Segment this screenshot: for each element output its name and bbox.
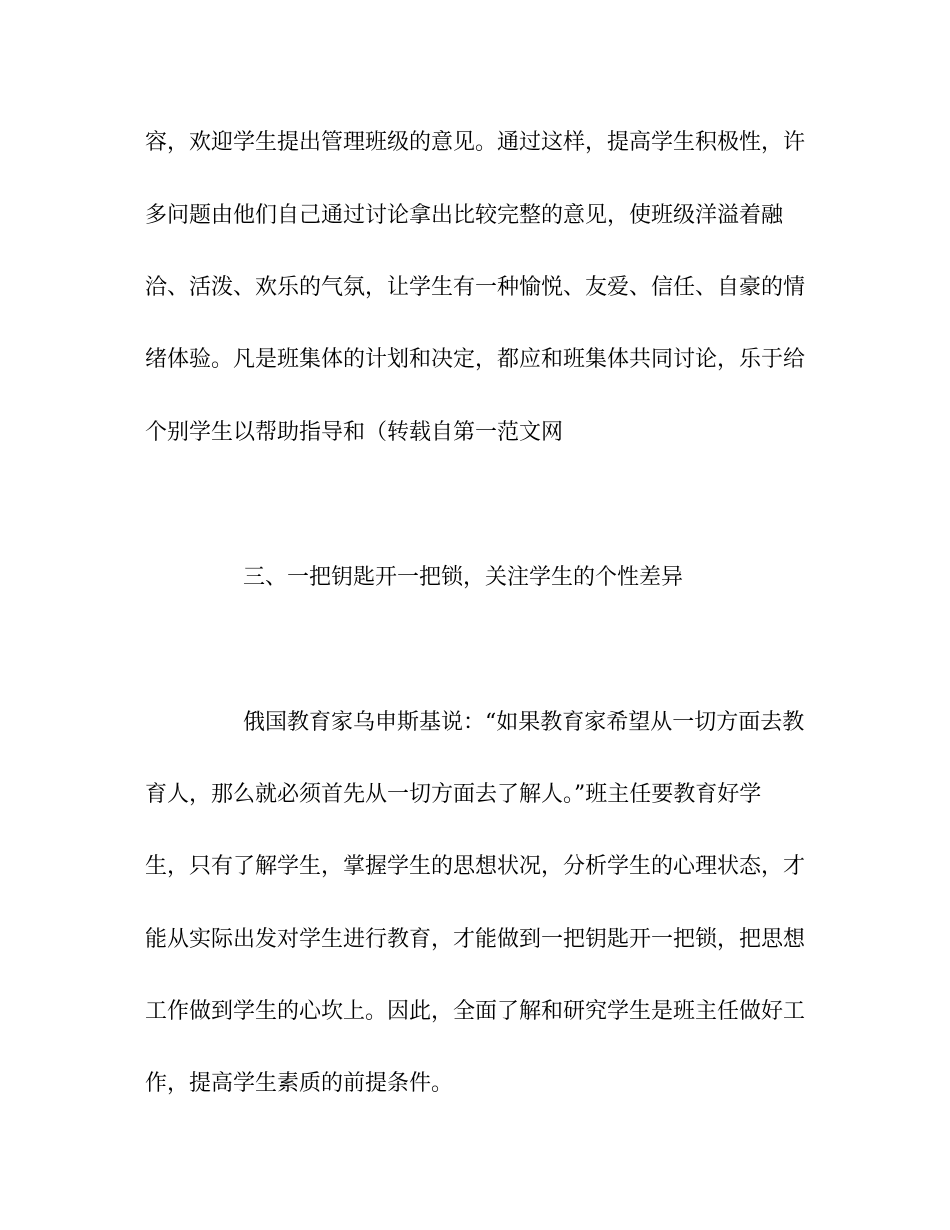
text-line: 绪体验。凡是班集体的计划和决定，都应和班集体共同讨论，乐于给	[145, 347, 806, 372]
text-line: 能从实际出发对学生进行教育，才能做到一把钥匙开一把锁，把思想	[145, 927, 806, 952]
text-line: 生，只有了解学生，掌握学生的思想状况，分析学生的心理状态，才	[145, 854, 806, 879]
text-line: 育人，那么就必须首先从一切方面去了解人。”班主任要教育好学	[145, 782, 762, 807]
text-line: 洽、活泼、欢乐的气氛，让学生有一种愉悦、友爱、信任、自豪的情	[145, 275, 806, 300]
text-line: 俄国教育家乌申斯基说：“如果教育家希望从一切方面去教	[243, 710, 805, 735]
text-line: 容，欢迎学生提出管理班级的意见。通过这样，提高学生积极性，许	[145, 130, 806, 155]
section-heading: 三、一把钥匙开一把锁，关注学生的个性差异	[243, 565, 684, 590]
text-line: 个别学生以帮助指导和（转载自第一范文网	[145, 420, 564, 445]
text-line: 多问题由他们自己通过讨论拿出比较完整的意见，使班级洋溢着融	[145, 203, 784, 228]
text-line: 作，提高学生素质的前提条件。	[145, 1071, 454, 1096]
text-line: 工作做到学生的心坎上。因此，全面了解和研究学生是班主任做好工	[145, 999, 806, 1024]
